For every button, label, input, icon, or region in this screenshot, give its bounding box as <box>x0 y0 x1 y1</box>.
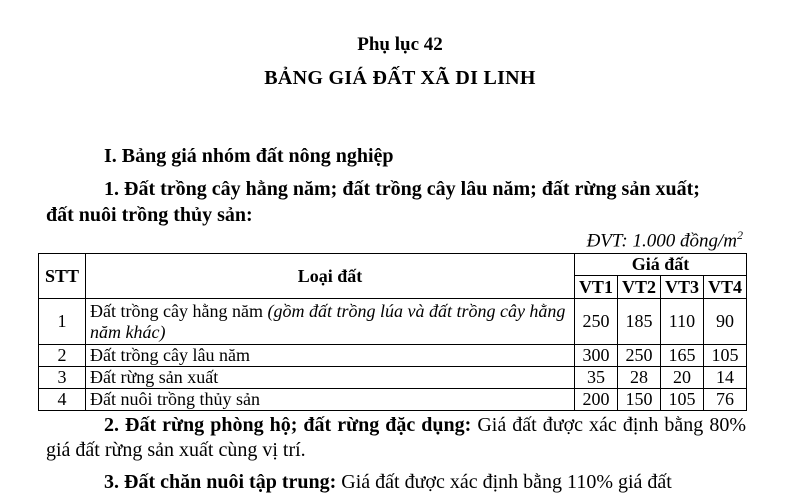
paragraph-livestock-land <box>46 470 746 495</box>
row-vt4: 105 <box>703 345 746 367</box>
row-vt3: 110 <box>660 299 703 345</box>
section-heading: I. Bảng giá nhóm đất nông nghiệp <box>104 145 394 167</box>
appendix-label: Phụ lục 42 <box>357 34 443 55</box>
table-row <box>39 299 747 345</box>
unit-exponent: 2 <box>737 228 743 242</box>
paragraph-protection-forest <box>46 413 746 463</box>
header-vt3: VT3 <box>660 276 703 299</box>
row-stt: 4 <box>39 389 86 411</box>
row-note: (gồm đất trồng lúa và đất trồng cây hằng năm khác) <box>90 300 566 342</box>
row-stt: 2 <box>39 345 86 367</box>
header-vt4: VT4 <box>703 276 746 299</box>
paragraph-text: Giá đất được xác định bằng 80% giá đất rừng sản xuất cùng vị trí. <box>46 414 746 461</box>
row-vt3: 20 <box>660 367 703 389</box>
table-row <box>39 345 747 367</box>
table-row <box>39 389 747 411</box>
header-vt2: VT2 <box>617 276 660 299</box>
header-land-type: Loại đất <box>86 254 575 299</box>
row-vt1: 35 <box>574 367 617 389</box>
row-vt1: 200 <box>574 389 617 411</box>
row-vt4: 14 <box>703 367 746 389</box>
row-vt2: 28 <box>617 367 660 389</box>
row-name: Đất trồng cây hằng năm <box>90 300 263 321</box>
paragraph-heading: 3. Đất chăn nuôi tập trung: <box>104 471 337 493</box>
row-vt4: 76 <box>703 389 746 411</box>
row-land-type: Đất nuôi trồng thủy sản <box>86 389 575 411</box>
subsection-heading-line2: đất nuôi trồng thủy sản: <box>46 204 253 226</box>
unit-label <box>587 228 743 252</box>
row-stt: 1 <box>39 299 86 345</box>
row-land-type: Đất trồng cây lâu năm <box>86 345 575 367</box>
land-price-table <box>38 253 747 411</box>
row-vt1: 300 <box>574 345 617 367</box>
row-vt3: 105 <box>660 389 703 411</box>
row-vt3: 165 <box>660 345 703 367</box>
paragraph-text: Giá đất được xác định bằng 110% giá đất <box>336 471 672 493</box>
unit-text: ĐVT: 1.000 đồng/m <box>586 230 737 252</box>
row-vt2: 150 <box>617 389 660 411</box>
row-stt: 3 <box>39 367 86 389</box>
row-land-type <box>86 299 575 345</box>
row-vt4: 90 <box>703 299 746 345</box>
header-vt1: VT1 <box>574 276 617 299</box>
row-vt2: 250 <box>617 345 660 367</box>
header-price: Giá đất <box>574 254 746 276</box>
header-stt: STT <box>39 254 86 299</box>
row-land-type: Đất rừng sản xuất <box>86 367 575 389</box>
table-row <box>39 367 747 389</box>
subsection-heading-line1: 1. Đất trồng cây hằng năm; đất trồng cây lâu năm; đất rừng sản xuất; <box>104 178 700 200</box>
page-title: BẢNG GIÁ ĐẤT XÃ DI LINH <box>264 67 536 89</box>
paragraph-heading: 2. Đất rừng phòng hộ; đất rừng đặc dụng: <box>104 414 472 436</box>
row-vt2: 185 <box>617 299 660 345</box>
row-vt1: 250 <box>574 299 617 345</box>
